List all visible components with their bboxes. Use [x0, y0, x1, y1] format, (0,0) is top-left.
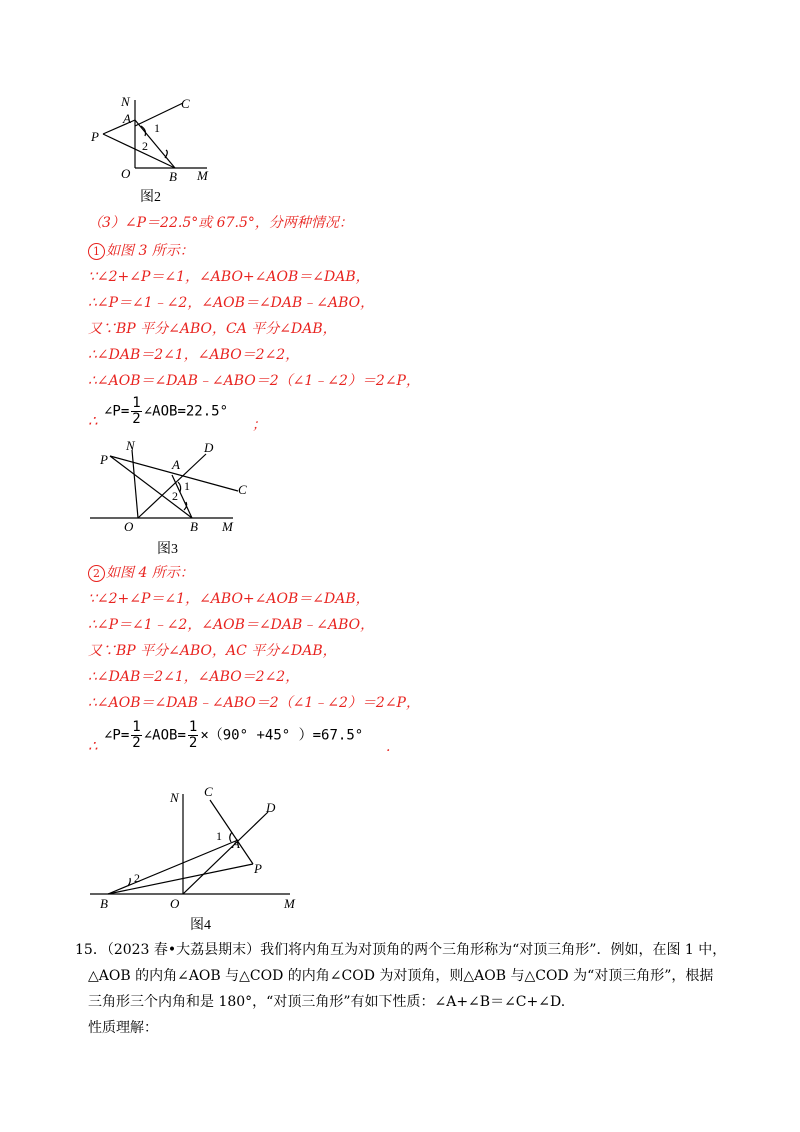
fig2-label-P: P	[91, 129, 99, 144]
fig4-label-P: P	[254, 861, 262, 876]
fig4-label-2: 2	[134, 871, 140, 885]
fig3-label-M: M	[222, 519, 233, 534]
case2-eq-right: ×（90° +45° ）=67.5°	[200, 727, 364, 744]
case1-equation	[104, 396, 228, 427]
case2-eq-left: ∠P=	[104, 727, 130, 744]
fig3-label-O: O	[124, 519, 134, 534]
fig4-line-BA	[108, 840, 238, 894]
fig3-label-B: B	[190, 519, 198, 534]
case1-eq-left: ∠P=	[104, 403, 130, 420]
fig2-label-A: A	[123, 111, 131, 126]
figure-2-caption: 图2	[140, 190, 161, 205]
figure-3	[88, 436, 248, 538]
case1-eq-den: 2	[132, 411, 141, 427]
fig3-line-ON	[132, 450, 138, 518]
figure-4	[88, 782, 308, 914]
case2-eq-fraction-1	[131, 720, 141, 751]
case1-therefore: ∴	[88, 412, 98, 430]
figure-4-caption: 图4	[190, 918, 211, 933]
case2-line-1: ∵∠2+∠P＝∠1，∠ABO+∠AOB＝∠DAB，	[88, 591, 370, 607]
case2-line-3: 又∵BP 平分∠ABO，AC 平分∠DAB，	[88, 643, 337, 659]
case1-line-1: ∵∠2+∠P＝∠1，∠ABO+∠AOB＝∠DAB，	[88, 269, 370, 285]
case1-end: ；	[252, 417, 266, 433]
case2-eq-fraction-2	[188, 720, 198, 751]
case2-end: .	[386, 739, 391, 755]
case2-line-4: ∴∠DAB＝2∠1，∠ABO＝2∠2，	[88, 669, 300, 685]
fig3-label-D: D	[204, 440, 214, 455]
fig3-label-P: P	[100, 452, 108, 467]
case1-heading	[88, 242, 194, 260]
case1-line-5: ∴∠AOB＝∠DAB﹣∠ABO＝2（∠1﹣∠2）＝2∠P，	[88, 373, 420, 389]
fig3-label-C: C	[238, 482, 247, 497]
fig2-label-O: O	[121, 166, 131, 181]
fig2-line-PB	[103, 134, 175, 168]
case1-eq-num: 1	[132, 395, 141, 411]
fig2-arc-2	[165, 150, 167, 158]
fig2-label-1: 1	[154, 121, 160, 135]
fig2-label-N: N	[121, 94, 130, 109]
fig4-label-A: A	[232, 836, 240, 851]
fig4-label-1: 1	[216, 829, 222, 843]
fig4-label-B: B	[100, 896, 108, 911]
case1-line-4: ∴∠DAB＝2∠1，∠ABO＝2∠2，	[88, 347, 300, 363]
fig4-label-C: C	[204, 784, 213, 799]
case1-line-3: 又∵BP 平分∠ABO，CA 平分∠DAB，	[88, 321, 337, 337]
fig2-label-2: 2	[142, 139, 148, 153]
fig4-label-D: D	[266, 800, 276, 815]
fig4-label-O: O	[170, 896, 180, 911]
case2-eq-num2: 1	[188, 719, 198, 735]
case2-eq-num: 1	[132, 719, 141, 735]
fig2-label-M: M	[197, 168, 208, 183]
case2-title: 如图 4 所示：	[106, 565, 194, 581]
fig4-label-N: N	[170, 790, 179, 805]
case2-eq-den2: 2	[188, 735, 198, 751]
fig3-label-A: A	[172, 457, 180, 472]
case2-line-5: ∴∠AOB＝∠DAB﹣∠ABO＝2（∠1﹣∠2）＝2∠P，	[88, 695, 420, 711]
figure-2	[85, 90, 215, 185]
case2-eq-mid: ∠AOB=	[143, 727, 186, 744]
fig4-label-M: M	[284, 896, 295, 911]
part3-intro: （3）∠P＝22.5°或 67.5°，分两种情况：	[88, 215, 353, 231]
case1-line-2: ∴∠P＝∠1﹣∠2，∠AOB＝∠DAB﹣∠ABO，	[88, 295, 375, 311]
problem15-line-1: 15．（2023 春•大荔县期末）我们将内角互为对顶角的两个三角形称为“对顶三角形”．例如，在图 1 中，	[75, 942, 727, 958]
fig2-label-B: B	[169, 169, 177, 184]
case1-marker: 1	[88, 243, 105, 260]
case2-equation	[104, 720, 363, 751]
figure-3-caption: 图3	[157, 542, 178, 557]
case2-line-2: ∴∠P＝∠1﹣∠2，∠AOB＝∠DAB﹣∠ABO，	[88, 617, 375, 633]
case2-marker: 2	[88, 565, 105, 582]
fig4-line-OD	[183, 812, 268, 894]
fig3-label-N: N	[126, 438, 135, 453]
problem15-line-4: 性质理解：	[88, 1020, 158, 1036]
problem15-line-3: 三角形三个内角和是 180°，“对顶三角形”有如下性质：∠A+∠B＝∠C+∠D.	[88, 994, 566, 1010]
case2-heading	[88, 564, 194, 582]
fig3-label-2: 2	[172, 489, 178, 503]
case1-eq-fraction	[131, 396, 141, 427]
fig2-label-C: C	[181, 96, 190, 111]
case2-eq-den: 2	[132, 735, 141, 751]
case2-therefore: ∴	[88, 737, 98, 755]
fig3-label-1: 1	[184, 479, 190, 493]
case1-eq-right: ∠AOB=22.5°	[143, 403, 229, 420]
case1-title: 如图 3 所示：	[106, 243, 194, 259]
problem15-line-2: △AOB 的内角∠AOB 与△COD 的内角∠COD 为对顶角，则△AOB 与△COD 为“对顶三角形”，根据	[88, 968, 714, 984]
